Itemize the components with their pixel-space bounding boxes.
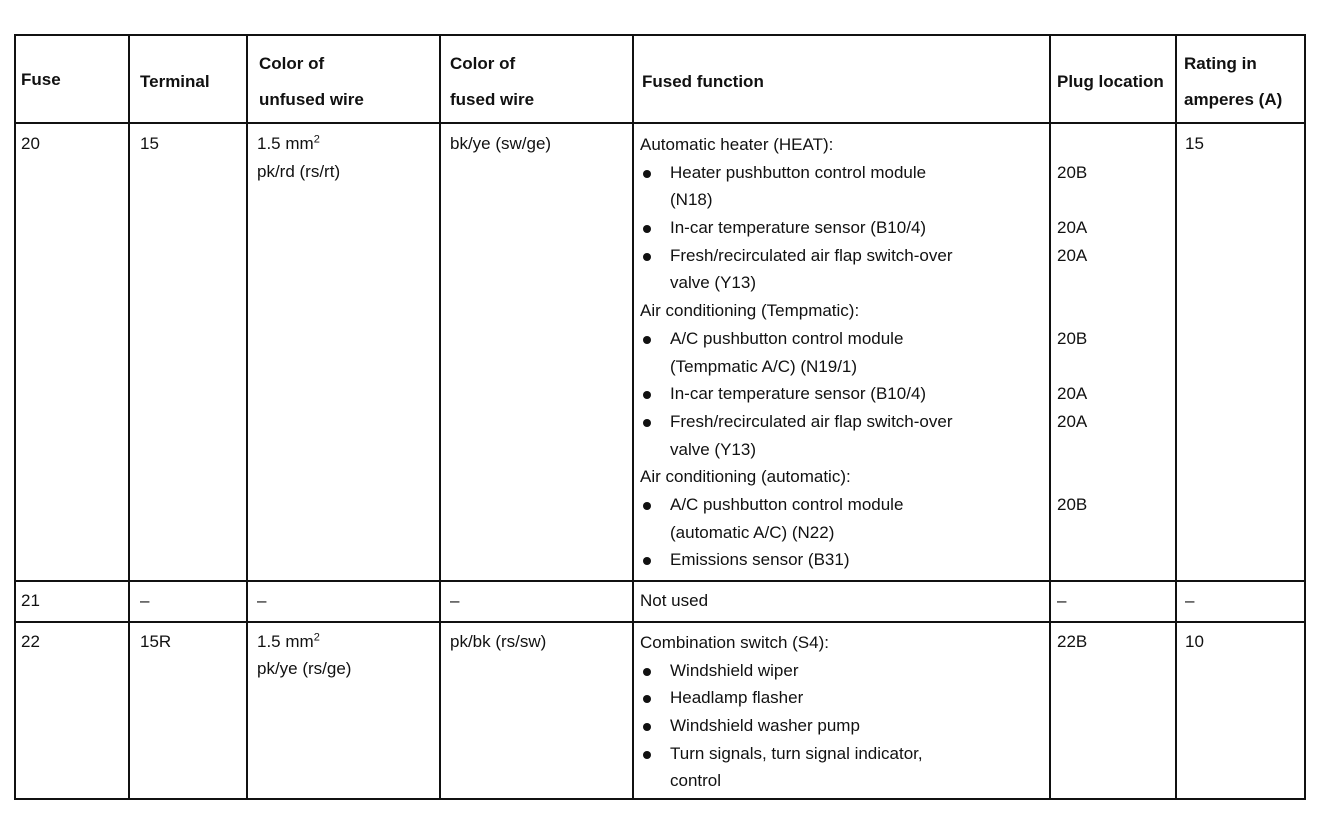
function-list-item: In-car temperature sensor (B10/4) xyxy=(640,380,1048,408)
column-divider xyxy=(439,34,441,800)
column-divider xyxy=(246,34,248,800)
function-list-item: Heater pushbutton control module xyxy=(640,159,1048,187)
fuse-22-plug: 22B xyxy=(1057,632,1088,651)
fuse-21-rating: – xyxy=(1185,591,1195,610)
fuse-22-number: 22 xyxy=(21,632,40,651)
header-unfused-line1: Color of xyxy=(259,54,325,73)
fuse-21-terminal: – xyxy=(140,591,150,610)
fuse-20-number: 20 xyxy=(21,134,40,153)
fuse-22-terminal: 15R xyxy=(140,632,172,651)
fuse-22-rating: 10 xyxy=(1185,632,1204,651)
plug-location-value: 20A xyxy=(1057,218,1088,238)
fuse-21-plug: – xyxy=(1057,591,1067,610)
function-list-continuation: valve (Y13) xyxy=(670,439,756,459)
header-plug-location: Plug location xyxy=(1057,72,1164,91)
function-list-continuation: (automatic A/C) (N22) xyxy=(670,522,835,542)
function-group-heading: Air conditioning (automatic): xyxy=(640,467,851,487)
function-list-item: Emissions sensor (B31) xyxy=(640,546,1048,574)
fuse-20-terminal: 15 xyxy=(140,134,159,153)
function-group-heading: Air conditioning (Tempmatic): xyxy=(640,301,860,321)
plug-location-value: 20A xyxy=(1057,412,1088,431)
fuse-21-function: Not used xyxy=(640,591,709,610)
fuse-20-unfused-color: pk/rd (rs/rt) xyxy=(257,162,341,181)
function-list-item: Fresh/recirculated air flap switch-over xyxy=(640,408,1048,436)
header-fuse: Fuse xyxy=(21,70,61,89)
function-list-item: A/C pushbutton control module xyxy=(640,491,1048,519)
function-group-heading: Automatic heater (HEAT): xyxy=(640,135,834,154)
column-divider xyxy=(632,34,634,800)
row-divider xyxy=(14,580,1306,582)
fuse-22-functions xyxy=(640,629,1048,795)
function-list-continuation: (Tempmatic A/C) (N19/1) xyxy=(670,356,858,376)
wire-size-text: 1.5 mm xyxy=(257,632,314,651)
header-rating-line1: Rating in xyxy=(1184,54,1257,73)
plug-location-value: 20B xyxy=(1057,328,1088,348)
fuse-20-rating: 15 xyxy=(1185,134,1204,153)
column-divider xyxy=(1049,34,1051,800)
row-divider xyxy=(14,621,1306,623)
function-list-item: Fresh/recirculated air flap switch-over xyxy=(640,242,1048,270)
column-divider xyxy=(1175,34,1177,800)
header-rating-line2: amperes (A) xyxy=(1184,90,1283,109)
function-group-heading: Combination switch (S4): xyxy=(640,633,829,652)
function-list-item: Headlamp flasher xyxy=(640,684,1048,712)
fuse-22-unfused-color: pk/ye (rs/ge) xyxy=(257,659,352,678)
plug-location-value: 20A xyxy=(1057,384,1088,404)
fuse-21-unfused: – xyxy=(257,591,267,610)
function-list-item: Windshield washer pump xyxy=(640,712,1048,740)
header-function: Fused function xyxy=(642,72,764,91)
header-fused-line1: Color of xyxy=(450,54,516,73)
plug-location-value: 20A xyxy=(1057,245,1088,265)
fuse-20-fused-color: bk/ye (sw/ge) xyxy=(450,134,552,153)
wire-size-superscript: 2 xyxy=(313,631,320,644)
fuse-20-functions xyxy=(640,131,1048,574)
wire-size-text: 1.5 mm xyxy=(257,134,314,153)
function-list-item: In-car temperature sensor (B10/4) xyxy=(640,214,1048,242)
function-list-continuation: control xyxy=(670,771,722,791)
plug-location-value: 20B xyxy=(1057,162,1088,182)
plug-location-value: 20B xyxy=(1057,495,1088,515)
header-divider xyxy=(14,122,1306,124)
wire-size-superscript: 2 xyxy=(313,133,320,146)
function-list-continuation: valve (Y13) xyxy=(670,273,756,293)
fuse-22-wire-size xyxy=(257,628,320,656)
header-unfused-line2: unfused wire xyxy=(259,90,364,109)
function-list-continuation: (N18) xyxy=(670,190,713,210)
fuse-20-wire-size xyxy=(257,130,320,158)
fuse-21-number: 21 xyxy=(21,591,40,610)
function-list-item: Turn signals, turn signal indicator, xyxy=(640,740,1048,768)
header-terminal: Terminal xyxy=(140,72,210,91)
fuse-21-fused-color: – xyxy=(450,591,460,610)
column-divider xyxy=(128,34,130,800)
function-list-item: A/C pushbutton control module xyxy=(640,325,1048,353)
fuse-22-fused-color: pk/bk (rs/sw) xyxy=(450,632,547,651)
header-fused-line2: fused wire xyxy=(450,90,535,109)
function-list-item: Windshield wiper xyxy=(640,657,1048,685)
